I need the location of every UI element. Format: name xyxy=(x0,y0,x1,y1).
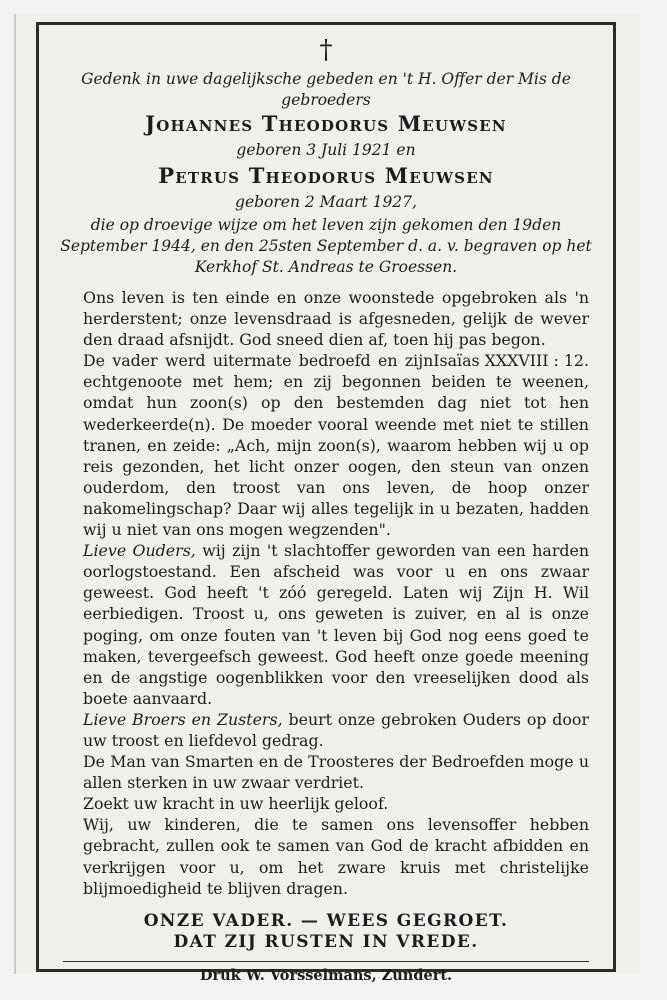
paragraph-text: Ons leven is ten einde en onze woonstede opgebroken als 'n herderstent; onze levensdraad is afgesneden, gelijk de wever den draad afsnijdt. God sneed dien af, toen hij pas begon. xyxy=(83,288,589,350)
paragraph-7: Wij, uw kinderen, die te samen ons levensoffer hebben gebracht, zullen ook te samen van God de kracht afbidden en verkrijgen voor u, om het zware kruis met christelijke blijmoedigheid te blijven dragen. xyxy=(83,815,589,898)
paragraph-lead: Lieve Ouders, xyxy=(83,541,196,561)
closing-prayers xyxy=(59,911,593,953)
scripture-reference: Isaïas XXXVIII : 12. xyxy=(433,351,589,371)
name-petrus: Petrus Theodorus Meuwsen xyxy=(158,163,494,188)
paragraph-1 xyxy=(83,287,589,371)
cross-icon: † xyxy=(319,35,333,65)
paragraph-5: De Man van Smarten en de Troosteres der Bedroefden moge u allen sterken in uw zwaar verdriet. xyxy=(83,752,589,793)
intro-text: Gedenk in uwe dagelijksche gebeden en 't H. Offer der Mis de gebroeders xyxy=(81,70,571,109)
paragraph-text: wij zijn 't slachtoffer geworden van een harden oorlogstoestand. Een afscheid was voor u en ons zwaar geweest. God heeft 't zóó geregeld. Laten wij Zijn H. Wil eerbiedigen. Troost u, ons geweten is zuiver, en al is onze poging, om onze fouten van 't leven bij God nog eens goed te maken, tevergeefsch geweest. God heeft onze goede meening en de angstige oogenblikken voor den vreeselijken dood als boete aanvaard. xyxy=(83,541,590,708)
birth-petrus: geboren 2 Maart 1927, xyxy=(235,193,417,211)
memorial-card xyxy=(36,22,616,984)
name-johannes: Johannes Theodorus Meuwsen xyxy=(145,111,507,136)
printer-credit: Druk W. Vorsselmans, Zundert. xyxy=(199,967,453,984)
prayer-line-1: ONZE VADER. — WEES GEGROET. xyxy=(143,911,509,931)
birth-johannes: geboren 3 Juli 1921 en xyxy=(236,141,416,159)
death-burial-text: die op droevige wijze om het leven zijn gekomen den 19den September 1944, en den 25sten September d. a. v. begraven op het Kerkhof St. Andreas te Groessen. xyxy=(60,216,592,276)
paragraph-6: Zoekt uw kracht in uw heerlijk geloof. xyxy=(83,794,389,814)
paragraph-4 xyxy=(83,709,589,751)
paragraph-2: De vader werd uitermate bedroefd en zijn echtgenoote met hem; en zij begonnen beiden te weenen, omdat hun zoon(s) op den bestemden dag niet tot hen wederkeerde(n). De moeder vooral weende met niet te stillen tranen, en zeide: „Ach, mijn zoon(s), waarom hebben wij u op reis gezonden, het licht onzer oogen, den steun van onzen ouderdom, den troost van ons leven, de hoop onzer nakomelingschap? Daar wij alles tegelijk in u bezaten, hadden wij u niet van ons mogen wegzenden". xyxy=(83,351,589,540)
prayer-line-2: DAT ZIJ RUSTEN IN VREDE. xyxy=(173,932,479,952)
paragraph-lead: Lieve Broers en Zusters, xyxy=(83,709,283,729)
divider xyxy=(63,961,589,962)
paragraph-text: beurt onze gebroken Ouders op door uw troost en liefdevol gedrag. xyxy=(83,709,589,750)
paragraph-3 xyxy=(83,540,589,709)
memorial-body xyxy=(83,287,589,899)
